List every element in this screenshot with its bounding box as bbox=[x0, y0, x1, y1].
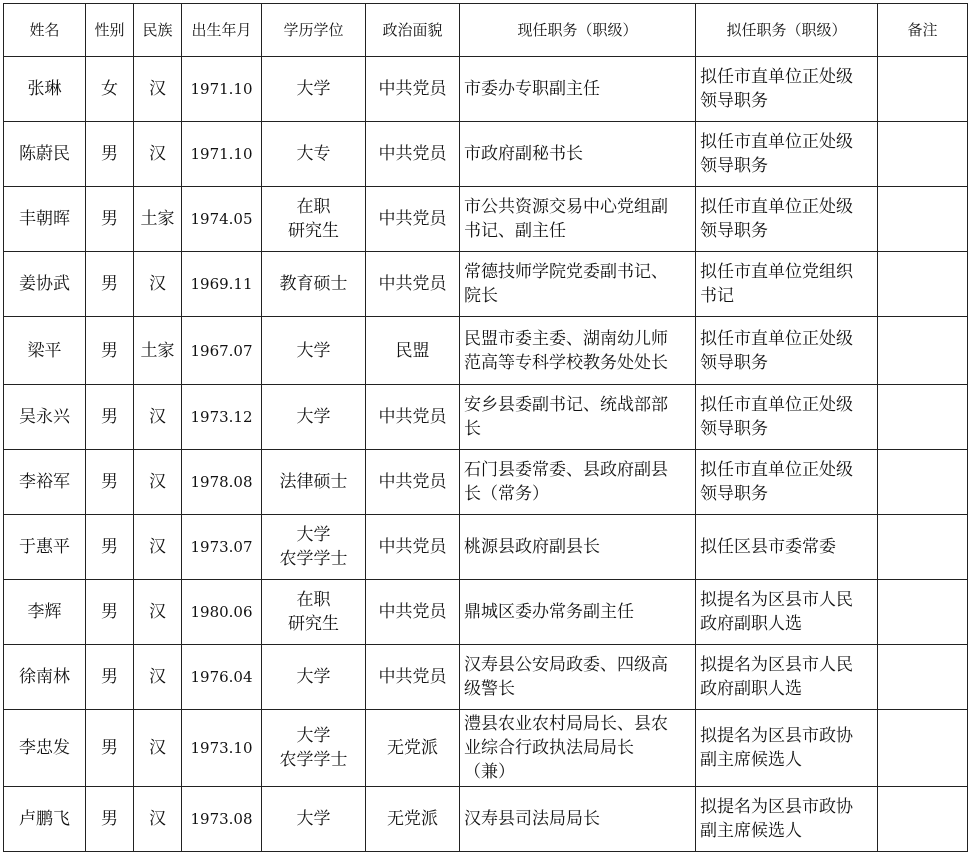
cell-remarks bbox=[878, 787, 968, 852]
cell-proposed-position-line: 拟任市直单位党组织 bbox=[700, 262, 853, 282]
cell-education-line: 研究生 bbox=[288, 221, 339, 241]
cell-current-position-line: 安乡县委副书记、统战部部 bbox=[464, 395, 668, 415]
cell-remarks bbox=[878, 317, 968, 385]
cell-proposed-position-line: 拟提名为区县市政协 bbox=[700, 797, 853, 817]
cell-remarks bbox=[878, 450, 968, 515]
cell-education bbox=[262, 317, 366, 385]
cell-political: 中共党员 bbox=[366, 645, 460, 710]
cell-education-line: 农学学士 bbox=[279, 750, 348, 770]
cell-gender: 女 bbox=[86, 57, 134, 122]
cell-political: 中共党员 bbox=[366, 385, 460, 450]
header-current-position: 现任职务（职级） bbox=[460, 4, 696, 57]
cell-education bbox=[262, 515, 366, 580]
cell-political: 无党派 bbox=[366, 787, 460, 852]
table-row bbox=[4, 252, 968, 317]
cell-political: 中共党员 bbox=[366, 57, 460, 122]
cell-gender: 男 bbox=[86, 252, 134, 317]
cell-proposed-position-line: 领导职务 bbox=[700, 91, 768, 111]
cell-political: 中共党员 bbox=[366, 187, 460, 252]
cell-current-position-line: 业综合行政执法局局长 bbox=[464, 738, 634, 758]
cell-gender: 男 bbox=[86, 187, 134, 252]
cell-current-position bbox=[460, 645, 696, 710]
cell-current-position-line: 长 bbox=[464, 419, 481, 439]
cell-remarks bbox=[878, 515, 968, 580]
cell-remarks bbox=[878, 57, 968, 122]
cell-proposed-position bbox=[696, 317, 878, 385]
table-row bbox=[4, 317, 968, 385]
cell-current-position bbox=[460, 317, 696, 385]
cell-current-position bbox=[460, 710, 696, 787]
cell-name: 梁平 bbox=[4, 317, 86, 385]
header-political: 政治面貌 bbox=[366, 4, 460, 57]
cell-gender: 男 bbox=[86, 317, 134, 385]
cell-political: 中共党员 bbox=[366, 122, 460, 187]
cell-remarks bbox=[878, 710, 968, 787]
cell-current-position-line: 汉寿县司法局局长 bbox=[464, 809, 600, 829]
cell-current-position-line: 市政府副秘书长 bbox=[464, 144, 583, 164]
cell-proposed-position bbox=[696, 122, 878, 187]
cell-ethnicity: 土家 bbox=[134, 187, 182, 252]
cell-ethnicity: 汉 bbox=[134, 57, 182, 122]
header-gender: 性别 bbox=[86, 4, 134, 57]
cell-name: 丰朝晖 bbox=[4, 187, 86, 252]
cell-proposed-position-line: 拟任市直单位正处级 bbox=[700, 460, 853, 480]
table-row bbox=[4, 710, 968, 787]
cell-gender: 男 bbox=[86, 515, 134, 580]
cell-proposed-position bbox=[696, 710, 878, 787]
cell-proposed-position-line: 领导职务 bbox=[700, 419, 768, 439]
table-row bbox=[4, 122, 968, 187]
cell-current-position bbox=[460, 787, 696, 852]
cell-current-position bbox=[460, 450, 696, 515]
cell-political: 无党派 bbox=[366, 710, 460, 787]
cell-birth: 1978.08 bbox=[182, 450, 262, 515]
cell-education-line: 教育硕士 bbox=[279, 274, 348, 294]
cell-proposed-position-line: 拟提名为区县市政协 bbox=[700, 726, 853, 746]
cell-remarks bbox=[878, 385, 968, 450]
cell-proposed-position-line: 书记 bbox=[700, 286, 734, 306]
header-ethnicity: 民族 bbox=[134, 4, 182, 57]
cell-current-position-line: 市委办专职副主任 bbox=[464, 79, 600, 99]
cell-current-position-line: 澧县农业农村局局长、县农 bbox=[464, 714, 668, 734]
cell-gender: 男 bbox=[86, 710, 134, 787]
cell-education-line: 大专 bbox=[296, 144, 331, 164]
cell-education-line: 大学 bbox=[296, 667, 331, 687]
cell-ethnicity: 汉 bbox=[134, 645, 182, 710]
cell-name: 李辉 bbox=[4, 580, 86, 645]
cell-ethnicity: 汉 bbox=[134, 385, 182, 450]
cell-education bbox=[262, 580, 366, 645]
cell-current-position-line: 民盟市委主委、湖南幼儿师 bbox=[464, 328, 668, 349]
cell-name: 卢鹏飞 bbox=[4, 787, 86, 852]
cell-remarks bbox=[878, 122, 968, 187]
cell-gender: 男 bbox=[86, 385, 134, 450]
cell-birth: 1971.10 bbox=[182, 122, 262, 187]
cell-current-position bbox=[460, 252, 696, 317]
cell-name: 吴永兴 bbox=[4, 385, 86, 450]
cell-proposed-position-line: 拟提名为区县市人民 bbox=[700, 655, 853, 675]
table-row bbox=[4, 450, 968, 515]
cell-current-position-line: 院长 bbox=[464, 286, 498, 306]
cell-proposed-position-line: 拟任市直单位正处级 bbox=[700, 395, 853, 415]
cell-name: 陈蔚民 bbox=[4, 122, 86, 187]
cell-proposed-position bbox=[696, 187, 878, 252]
header-proposed-position: 拟任职务（职级） bbox=[696, 4, 878, 57]
cell-birth: 1973.08 bbox=[182, 787, 262, 852]
cell-birth: 1967.07 bbox=[182, 317, 262, 385]
cell-political: 中共党员 bbox=[366, 580, 460, 645]
cell-current-position-line: 鼎城区委办常务副主任 bbox=[464, 602, 634, 622]
cell-ethnicity: 汉 bbox=[134, 580, 182, 645]
cell-education bbox=[262, 710, 366, 787]
cell-current-position-line: 长（常务） bbox=[464, 484, 549, 504]
cell-gender: 男 bbox=[86, 580, 134, 645]
cell-proposed-position-line: 拟提名为区县市人民 bbox=[700, 590, 853, 610]
cell-political: 中共党员 bbox=[366, 515, 460, 580]
cell-proposed-position-line: 副主席候选人 bbox=[700, 750, 802, 770]
cell-ethnicity: 汉 bbox=[134, 450, 182, 515]
cell-proposed-position bbox=[696, 515, 878, 580]
cell-proposed-position bbox=[696, 252, 878, 317]
cell-current-position-line: 桃源县政府副县长 bbox=[464, 537, 600, 557]
cell-political: 中共党员 bbox=[366, 450, 460, 515]
cell-birth: 1980.06 bbox=[182, 580, 262, 645]
cadre-table bbox=[3, 3, 968, 852]
header-name: 姓名 bbox=[4, 4, 86, 57]
cell-birth: 1973.07 bbox=[182, 515, 262, 580]
cell-current-position bbox=[460, 580, 696, 645]
table-row bbox=[4, 787, 968, 852]
cell-proposed-position-line: 拟任市直单位正处级 bbox=[700, 197, 853, 217]
cell-education bbox=[262, 385, 366, 450]
cell-remarks bbox=[878, 252, 968, 317]
cell-education bbox=[262, 450, 366, 515]
cell-ethnicity: 汉 bbox=[134, 515, 182, 580]
header-birth: 出生年月 bbox=[182, 4, 262, 57]
cell-current-position-line: 常德技师学院党委副书记、 bbox=[464, 262, 668, 282]
cell-ethnicity: 汉 bbox=[134, 710, 182, 787]
table-body bbox=[4, 57, 968, 852]
table-row bbox=[4, 515, 968, 580]
cell-name: 徐南林 bbox=[4, 645, 86, 710]
table-row bbox=[4, 580, 968, 645]
cell-proposed-position bbox=[696, 645, 878, 710]
cell-education-line: 大学 bbox=[296, 726, 331, 746]
header-education: 学历学位 bbox=[262, 4, 366, 57]
cell-proposed-position bbox=[696, 787, 878, 852]
cell-proposed-position-line: 领导职务 bbox=[700, 352, 768, 373]
cell-education-line: 大学 bbox=[296, 79, 331, 99]
cell-current-position bbox=[460, 385, 696, 450]
cell-education-line: 在职 bbox=[296, 197, 331, 217]
table-row bbox=[4, 385, 968, 450]
cell-education bbox=[262, 787, 366, 852]
cell-birth: 1976.04 bbox=[182, 645, 262, 710]
cell-current-position bbox=[460, 122, 696, 187]
cell-proposed-position bbox=[696, 450, 878, 515]
cell-remarks bbox=[878, 580, 968, 645]
header-remarks: 备注 bbox=[878, 4, 968, 57]
cell-birth: 1973.10 bbox=[182, 710, 262, 787]
table-row bbox=[4, 57, 968, 122]
cell-ethnicity: 汉 bbox=[134, 787, 182, 852]
cell-gender: 男 bbox=[86, 787, 134, 852]
cell-name: 张琳 bbox=[4, 57, 86, 122]
cell-proposed-position-line: 领导职务 bbox=[700, 156, 768, 176]
header-row bbox=[4, 4, 968, 57]
cell-education-line: 大学 bbox=[296, 407, 331, 427]
cell-name: 姜协武 bbox=[4, 252, 86, 317]
cell-education bbox=[262, 252, 366, 317]
cell-current-position bbox=[460, 515, 696, 580]
cell-current-position-line: 汉寿县公安局政委、四级高 bbox=[464, 655, 668, 675]
cell-education bbox=[262, 187, 366, 252]
cell-current-position-line: 市公共资源交易中心党组副 bbox=[464, 197, 668, 217]
cell-proposed-position-line: 领导职务 bbox=[700, 484, 768, 504]
cell-education-line: 大学 bbox=[296, 809, 331, 829]
cell-education-line: 研究生 bbox=[288, 614, 339, 634]
cell-current-position-line: （兼） bbox=[464, 762, 515, 782]
cell-proposed-position-line: 拟任市直单位正处级 bbox=[700, 67, 853, 87]
cell-current-position-line: 书记、副主任 bbox=[464, 221, 566, 241]
cell-name: 李忠发 bbox=[4, 710, 86, 787]
cell-birth: 1971.10 bbox=[182, 57, 262, 122]
cell-education bbox=[262, 122, 366, 187]
cell-proposed-position-line: 领导职务 bbox=[700, 221, 768, 241]
cell-current-position-line: 石门县委常委、县政府副县 bbox=[464, 460, 668, 480]
cell-proposed-position bbox=[696, 580, 878, 645]
cell-name: 于惠平 bbox=[4, 515, 86, 580]
cell-proposed-position-line: 拟任市直单位正处级 bbox=[700, 328, 853, 349]
cell-proposed-position-line: 拟任市直单位正处级 bbox=[700, 132, 853, 152]
cell-current-position-line: 级警长 bbox=[464, 679, 515, 699]
cell-ethnicity: 汉 bbox=[134, 252, 182, 317]
cell-birth: 1973.12 bbox=[182, 385, 262, 450]
cell-education-line: 大学 bbox=[296, 340, 331, 361]
cell-education-line: 农学学士 bbox=[279, 549, 348, 569]
cell-political: 民盟 bbox=[366, 317, 460, 385]
cell-gender: 男 bbox=[86, 450, 134, 515]
cell-political: 中共党员 bbox=[366, 252, 460, 317]
cell-current-position bbox=[460, 187, 696, 252]
cell-gender: 男 bbox=[86, 122, 134, 187]
cell-education bbox=[262, 57, 366, 122]
cell-ethnicity: 汉 bbox=[134, 122, 182, 187]
cell-birth: 1974.05 bbox=[182, 187, 262, 252]
cell-education-line: 大学 bbox=[296, 525, 331, 545]
cell-ethnicity: 土家 bbox=[134, 317, 182, 385]
cell-birth: 1969.11 bbox=[182, 252, 262, 317]
table-row bbox=[4, 645, 968, 710]
cell-current-position-line: 范高等专科学校教务处处长 bbox=[464, 352, 668, 373]
cell-current-position bbox=[460, 57, 696, 122]
cell-proposed-position-line: 政府副职人选 bbox=[700, 679, 802, 699]
table-row bbox=[4, 187, 968, 252]
cell-proposed-position bbox=[696, 57, 878, 122]
cell-remarks bbox=[878, 187, 968, 252]
cell-education bbox=[262, 645, 366, 710]
cell-proposed-position-line: 拟任区县市委常委 bbox=[700, 537, 836, 557]
cell-proposed-position-line: 副主席候选人 bbox=[700, 821, 802, 841]
cell-proposed-position-line: 政府副职人选 bbox=[700, 614, 802, 634]
cell-gender: 男 bbox=[86, 645, 134, 710]
cell-remarks bbox=[878, 645, 968, 710]
cell-name: 李裕军 bbox=[4, 450, 86, 515]
cell-proposed-position bbox=[696, 385, 878, 450]
cell-education-line: 在职 bbox=[296, 590, 331, 610]
cell-education-line: 法律硕士 bbox=[279, 472, 348, 492]
